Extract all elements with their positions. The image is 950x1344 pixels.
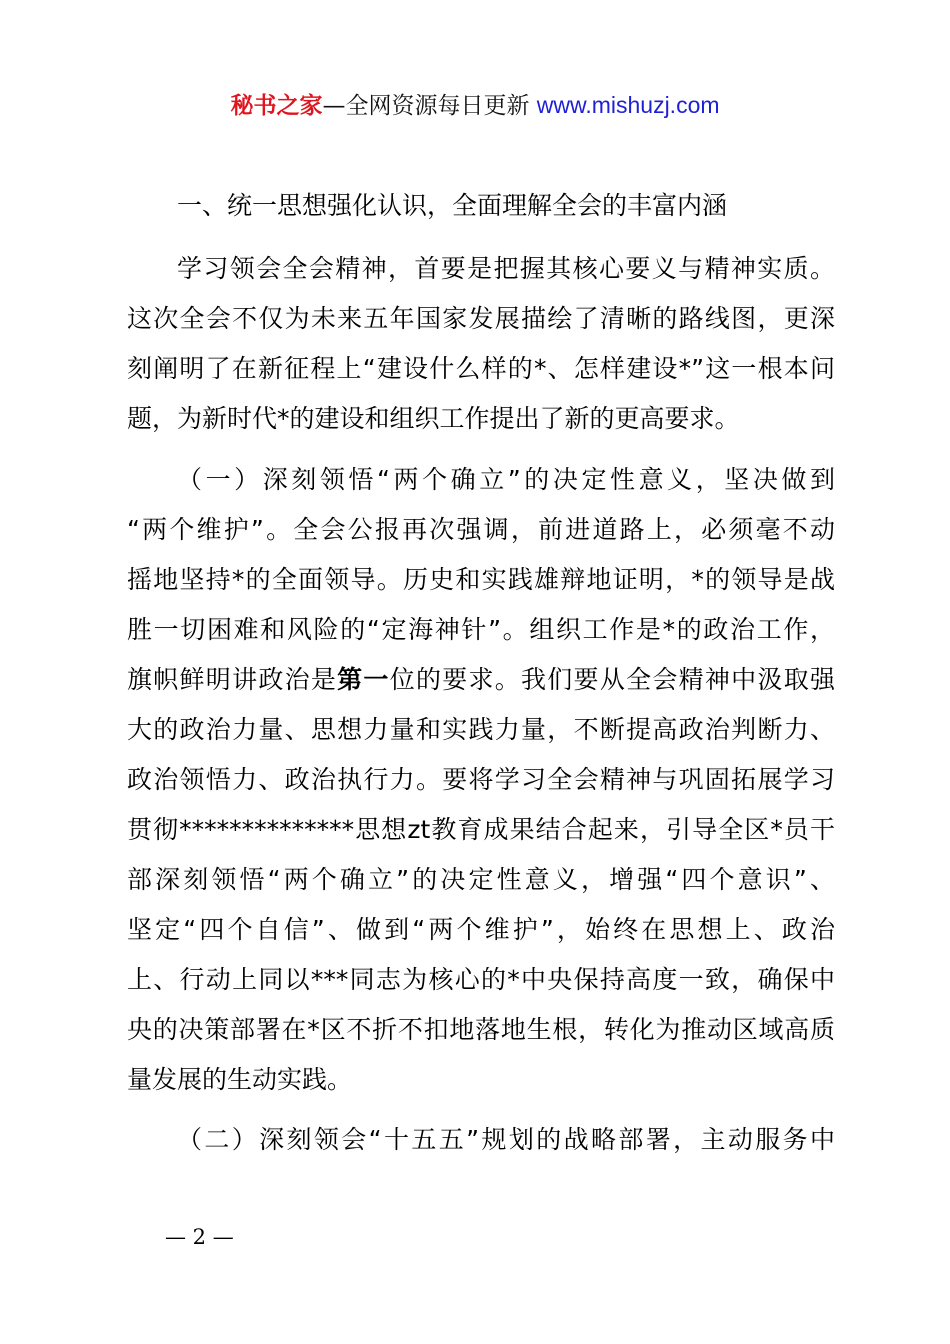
- header-tagline: —全网资源每日更新: [322, 93, 530, 119]
- paragraph-2-line: [127, 662, 835, 698]
- site-url-link[interactable]: www.mishuzj.com: [536, 92, 720, 118]
- paragraph-2-line: 央的决策部署在*区不折不扣地落地生根，转化为推动区域高质: [127, 1015, 835, 1044]
- paragraph-2-line: 量发展的生动实践。: [127, 1065, 353, 1094]
- paragraph-2-line: 胜一切困难和风险的“定海神针”。组织工作是*的政治工作，: [127, 615, 835, 644]
- paragraph-2-line: 政治领悟力、政治执行力。要将学习全会精神与巩固拓展学习: [127, 765, 835, 794]
- text-run: 旗帜鲜明讲政治是: [127, 665, 338, 694]
- paragraph-1-line: 题，为新时代*的建设和组织工作提出了新的更高要求。: [127, 404, 740, 433]
- paragraph-2-line: （一）深刻领悟“两个确立”的决定性意义，坚决做到: [177, 465, 835, 494]
- paragraph-1-line: 学习领会全会精神，首要是把握其核心要义与精神实质。: [177, 254, 835, 283]
- text-run: 位的要求。我们要从全会精神中汲取强: [389, 665, 835, 694]
- paragraph-2-line: “两个维护”。全会公报再次强调，前进道路上，必须毫不动: [127, 515, 835, 544]
- paragraph-1-line: 这次全会不仅为未来五年国家发展描绘了清晰的路线图，更深: [127, 304, 835, 333]
- paragraph-2-line: 上、行动上同以***同志为核心的*中央保持高度一致，确保中: [127, 965, 835, 994]
- paragraph-2-line: 大的政治力量、思想力量和实践力量，不断提高政治判断力、: [127, 715, 835, 744]
- page-number: — 2 —: [165, 1225, 234, 1249]
- paragraph-2-line: 摇地坚持*的全面领导。历史和实践雄辩地证明，*的领导是战: [127, 565, 835, 594]
- bold-text-run: 第一: [337, 665, 390, 694]
- paragraph-1-line: 刻阐明了在新征程上“建设什么样的*、怎样建设*”这一根本问: [127, 354, 835, 383]
- site-header: [0, 88, 950, 123]
- paragraph-2-line: 贯彻**************思想zt教育成果结合起来，引导全区*员干: [127, 815, 835, 844]
- paragraph-2-line: 部深刻领悟“两个确立”的决定性意义，增强“四个意识”、: [127, 865, 835, 894]
- brand-name: 秘书之家: [230, 93, 323, 119]
- section-heading: 一、统一思想强化认识，全面理解全会的丰富内涵: [177, 191, 728, 220]
- paragraph-3-line: （二）深刻领会“十五五”规划的战略部署，主动服务中: [177, 1125, 835, 1154]
- paragraph-2-line: 坚定“四个自信”、做到“两个维护”，始终在思想上、政治: [127, 915, 835, 944]
